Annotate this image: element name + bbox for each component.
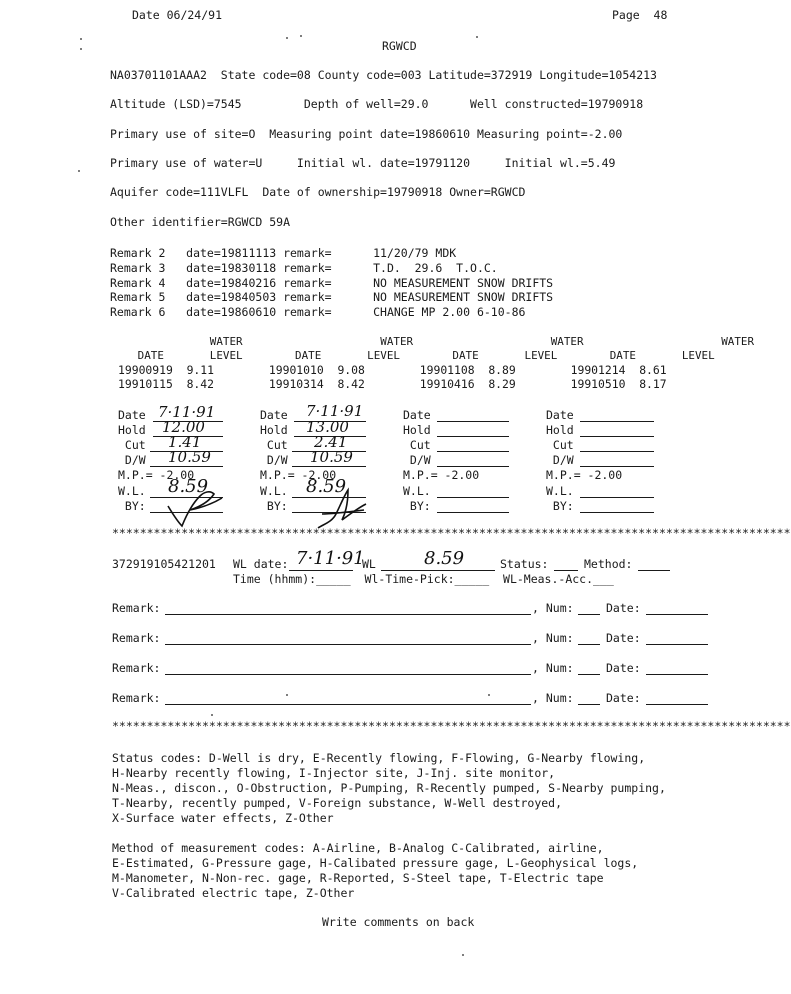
wl-label: WL xyxy=(362,557,376,571)
remark-field-line[interactable] xyxy=(165,704,531,705)
form-label-cut: Cut xyxy=(118,438,146,452)
status-label: Status: xyxy=(500,557,549,571)
date-value: 7·11·91 xyxy=(306,402,364,420)
footer-note: Write comments on back xyxy=(322,915,475,929)
form-label-dw: D/W xyxy=(546,453,574,467)
status-codes-line: N-Meas., discon., O-Obstruction, P-Pumping, R-Recently pumped, S-Nearby pumping, xyxy=(112,781,666,795)
num-field-line[interactable] xyxy=(578,614,600,615)
agency-title: RGWCD xyxy=(382,39,417,53)
wl-value: 8.59 xyxy=(168,476,209,497)
form-label-mp: M.P.= -2.00 xyxy=(118,468,195,482)
form-label-date: Date xyxy=(546,408,574,422)
site-info-line-3: Primary use of site=O Measuring point date=19860610 Measuring point=-2.00 xyxy=(110,127,623,141)
dw-value: 10.59 xyxy=(168,448,211,466)
hold-field-line[interactable] xyxy=(580,436,654,437)
dw-field-line[interactable] xyxy=(150,466,223,467)
form-label-wl: W.L. xyxy=(118,484,146,498)
date-field-line[interactable] xyxy=(646,674,708,675)
form-label-date: Date xyxy=(403,408,431,422)
status-codes-line: Status codes: D-Well is dry, E-Recently flowing, F-Flowing, G-Nearby flowing, xyxy=(112,751,646,765)
remark-label: Remark: xyxy=(112,601,161,615)
wl-value: 8.59 xyxy=(306,476,347,497)
cut-value: 2.41 xyxy=(314,433,348,451)
date-label: Date: xyxy=(606,601,641,615)
date-label: Date: xyxy=(606,661,641,675)
remark-line: Remark 4 date=19840216 remark= NO MEASUREMENT SNOW DRIFTS xyxy=(110,276,554,290)
asterisk-separator: ************************************************************************************************** xyxy=(112,719,791,733)
dw-field-line[interactable] xyxy=(580,466,654,467)
scan-speck xyxy=(476,36,478,38)
method-field-line[interactable] xyxy=(638,570,670,571)
by-field-line[interactable] xyxy=(580,512,654,513)
form-label-wl: W.L. xyxy=(260,484,288,498)
date-label: Date: xyxy=(606,691,641,705)
hold-field-line[interactable] xyxy=(437,436,509,437)
remark-label: Remark: xyxy=(112,631,161,645)
form-label-dw: D/W xyxy=(118,453,146,467)
wl-date-label: WL date: xyxy=(233,557,289,571)
form-label-mp: M.P.= -2.00 xyxy=(403,468,480,482)
site-info-line-2: Altitude (LSD)=7545 Depth of well=29.0 Well constructed=19790918 xyxy=(110,97,644,111)
form-label-cut: Cut xyxy=(546,438,574,452)
site-info-line-6: Other identifier=RGWCD 59A xyxy=(110,215,291,229)
wl-value: 8.59 xyxy=(424,548,465,569)
scan-speck xyxy=(80,48,82,50)
date-label: Date: xyxy=(606,631,641,645)
scan-speck xyxy=(488,694,490,696)
form-label-wl: W.L. xyxy=(403,484,431,498)
remark-line: Remark 5 date=19840503 remark= NO MEASUREMENT SNOW DRIFTS xyxy=(110,290,554,304)
form-label-mp: M.P.= -2.00 xyxy=(260,468,337,482)
form-label-hold: Hold xyxy=(260,423,288,437)
num-field-line[interactable] xyxy=(578,704,600,705)
water-table-header-bottom: DATE LEVEL DATE LEVEL DATE LEVEL DATE LEVEL xyxy=(118,349,715,362)
date-field-line[interactable] xyxy=(437,421,509,422)
remark-field-line[interactable] xyxy=(165,674,531,675)
wl-field-line[interactable] xyxy=(381,570,495,571)
water-table-row: 19910115 8.42 19910314 8.42 19910416 8.29 19910510 8.17 xyxy=(118,377,667,391)
date-field-line[interactable] xyxy=(646,704,708,705)
scan-speck xyxy=(286,694,288,696)
method-codes-line: V-Calibrated electric tape, Z-Other xyxy=(112,886,355,900)
num-field-line[interactable] xyxy=(578,644,600,645)
site-id: 372919105421201 xyxy=(112,557,216,571)
form-label-by: BY: xyxy=(546,499,574,513)
cut-field-line[interactable] xyxy=(437,451,509,452)
scan-speck xyxy=(300,35,302,37)
form-label-by: BY: xyxy=(118,499,146,513)
scan-speck xyxy=(286,37,288,39)
remark-line: Remark 3 date=19830118 remark= T.D. 29.6 T.O.C. xyxy=(110,261,498,275)
method-codes-line: E-Estimated, G-Pressure gage, H-Calibated pressure gage, L-Geophysical logs, xyxy=(112,856,639,870)
report-date: Date 06/24/91 xyxy=(132,8,223,22)
scan-speck xyxy=(80,38,82,40)
method-codes-line: Method of measurement codes: A-Airline, B-Analog C-Calibrated, airline, xyxy=(112,841,604,855)
dw-value: 10.59 xyxy=(310,448,353,466)
asterisk-separator: ************************************************************************************************** xyxy=(112,526,791,540)
form-label-mp: M.P.= -2.00 xyxy=(546,468,623,482)
wl-date-value: 7·11·91 xyxy=(296,548,365,569)
wl-date-field-line[interactable] xyxy=(289,570,353,571)
hold-value: 13.00 xyxy=(306,418,349,436)
wl-field-line[interactable] xyxy=(437,497,509,498)
num-label: , Num: xyxy=(532,601,574,615)
site-info-line-1: NA03701101AAA2 State code=08 County code=003 Latitude=372919 Longitude=1054213 xyxy=(110,68,657,82)
remark-line: Remark 6 date=19860610 remark= CHANGE MP 2.00 6-10-86 xyxy=(110,305,526,319)
form-label-hold: Hold xyxy=(546,423,574,437)
remark-label: Remark: xyxy=(112,691,161,705)
form-label-date: Date xyxy=(260,408,288,422)
form-label-hold: Hold xyxy=(118,423,146,437)
water-table-row: 19900919 9.11 19901010 9.08 19901108 8.89 19901214 8.61 xyxy=(118,363,667,377)
form-label-by: BY: xyxy=(260,499,288,513)
scan-speck xyxy=(78,170,80,172)
method-codes-line: M-Manometer, N-Non-rec. gage, R-Reported, S-Steel tape, T-Electric tape xyxy=(112,871,604,885)
site-info-line-5: Aquifer code=111VLFL Date of ownership=19790918 Owner=RGWCD xyxy=(110,185,526,199)
page-number: Page 48 xyxy=(612,8,668,22)
cut-value: 1.41 xyxy=(168,433,202,451)
form-label-hold: Hold xyxy=(403,423,431,437)
num-label: , Num: xyxy=(532,631,574,645)
dw-field-line[interactable] xyxy=(292,466,366,467)
date-field-line[interactable] xyxy=(580,421,654,422)
remark-field-line[interactable] xyxy=(165,644,531,645)
hold-value: 12.00 xyxy=(162,418,205,436)
by-field-line[interactable] xyxy=(437,512,509,513)
status-codes-line: T-Nearby, recently pumped, V-Foreign substance, W-Well destroyed, xyxy=(112,796,563,810)
status-field-line[interactable] xyxy=(554,570,578,571)
method-label: Method: xyxy=(584,557,633,571)
status-codes-line: H-Nearby recently flowing, I-Injector site, J-Inj. site monitor, xyxy=(112,766,556,780)
site-info-line-4: Primary use of water=U Initial wl. date=19791120 Initial wl.=5.49 xyxy=(110,156,616,170)
form-label-date: Date xyxy=(118,408,146,422)
remark-line: Remark 2 date=19811113 remark= 11/20/79 MDK xyxy=(110,246,457,260)
scan-speck xyxy=(462,954,464,956)
scan-speck xyxy=(211,714,213,716)
date-field-line[interactable] xyxy=(646,614,708,615)
num-label: , Num: xyxy=(532,661,574,675)
status-codes-line: X-Surface water effects, Z-Other xyxy=(112,811,334,825)
form-label-cut: Cut xyxy=(260,438,288,452)
wl-field-line[interactable] xyxy=(580,497,654,498)
time-pick-line: Time (hhmm):_____ Wl-Time-Pick:_____ WL-Meas.-Acc.___ xyxy=(233,572,614,586)
form-label-cut: Cut xyxy=(403,438,431,452)
remark-label: Remark: xyxy=(112,661,161,675)
form-label-by: BY: xyxy=(403,499,431,513)
remark-field-line[interactable] xyxy=(165,614,531,615)
water-table-header-top: WATER WATER WATER WATER xyxy=(118,335,755,348)
form-label-dw: D/W xyxy=(403,453,431,467)
form-label-wl: W.L. xyxy=(546,484,574,498)
cut-field-line[interactable] xyxy=(580,451,654,452)
form-label-dw: D/W xyxy=(260,453,288,467)
date-field-line[interactable] xyxy=(646,644,708,645)
dw-field-line[interactable] xyxy=(437,466,509,467)
date-value: 7·11·91 xyxy=(158,403,216,421)
num-label: , Num: xyxy=(532,691,574,705)
num-field-line[interactable] xyxy=(578,674,600,675)
